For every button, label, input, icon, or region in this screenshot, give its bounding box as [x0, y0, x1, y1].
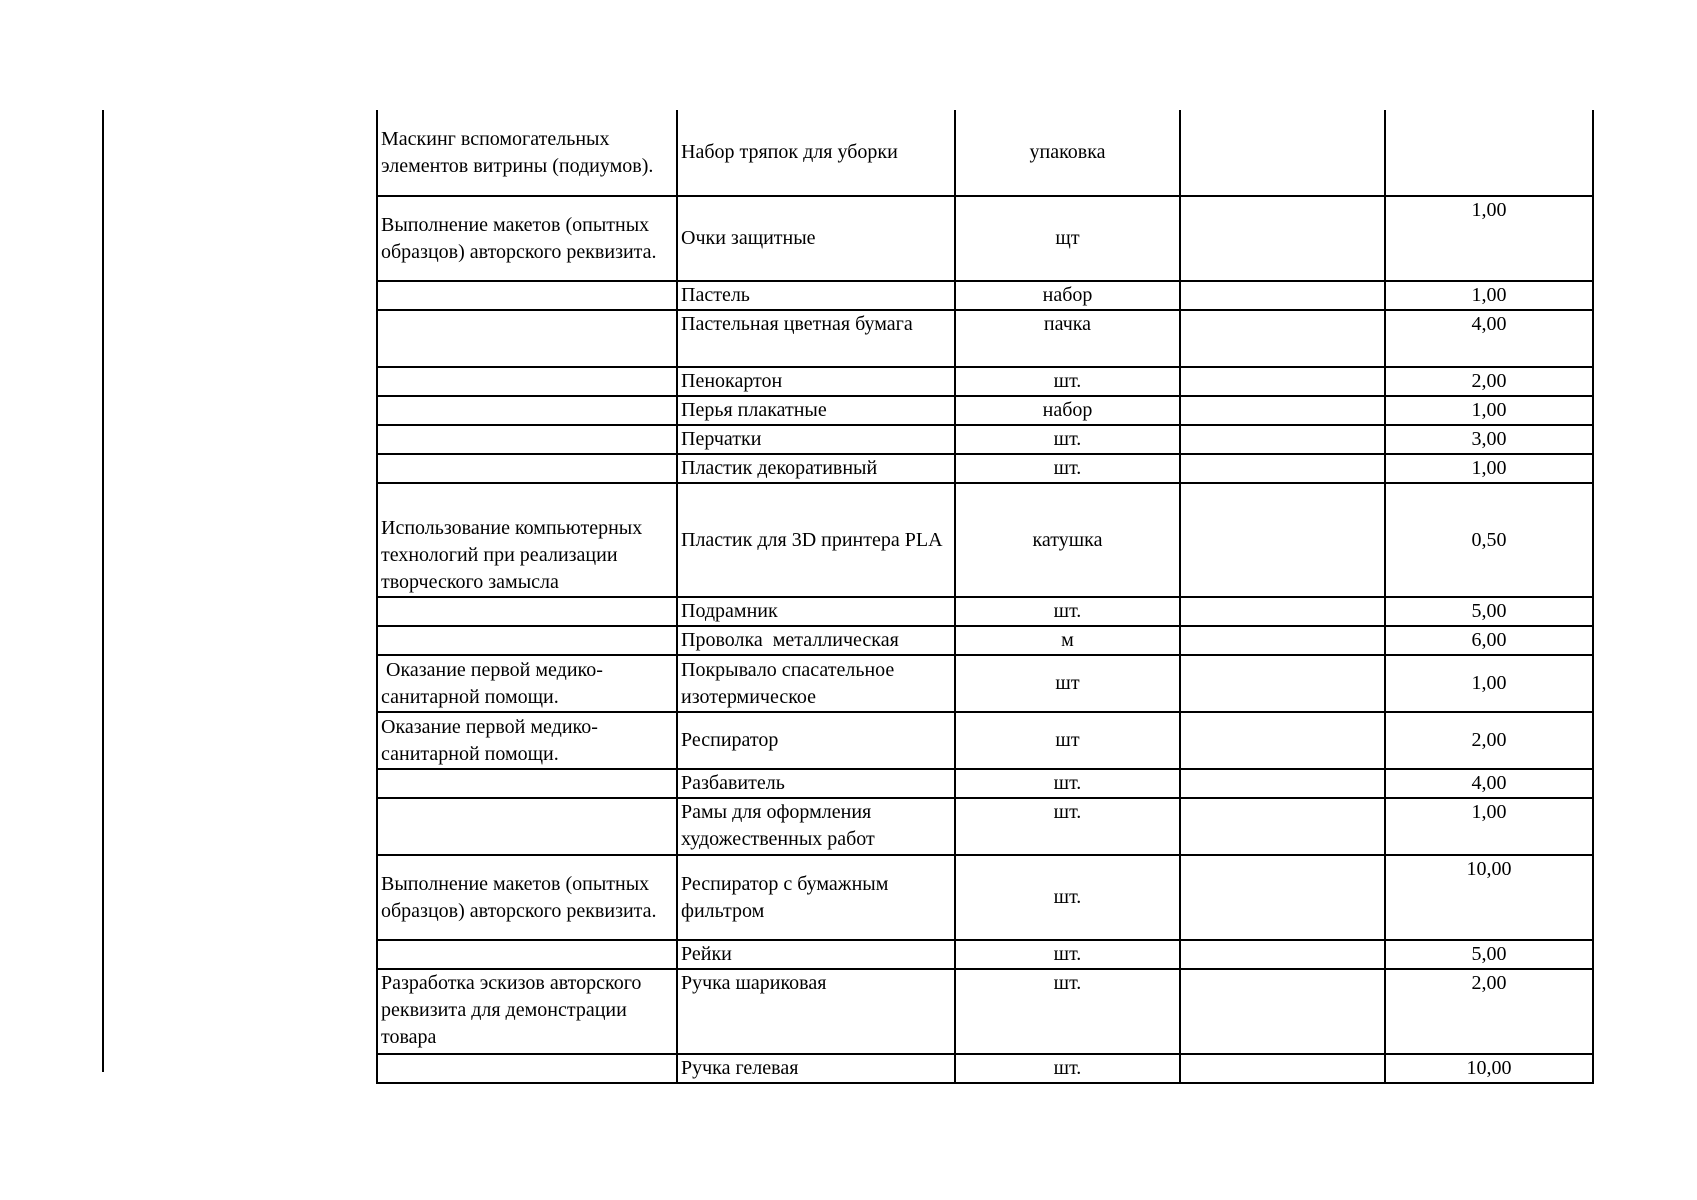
item-name-cell: Проволка металлическая	[677, 626, 955, 655]
activity-cell	[377, 367, 677, 396]
quantity-cell: 4,00	[1385, 769, 1593, 798]
quantity-cell: 4,00	[1385, 310, 1593, 367]
table-row	[377, 798, 1593, 855]
empty-cell	[1180, 483, 1385, 597]
activity-cell: Оказание первой медико-санитарной помощи.	[377, 712, 677, 769]
empty-cell	[1180, 597, 1385, 626]
activity-cell: Маскинг вспомогательных элементов витрины (подиумов).	[377, 110, 677, 196]
table-row	[377, 655, 1593, 712]
empty-cell	[1180, 196, 1385, 281]
empty-cell	[1180, 454, 1385, 483]
unit-cell: пачка	[955, 310, 1180, 367]
unit-cell: набор	[955, 281, 1180, 310]
empty-cell	[1180, 798, 1385, 855]
item-name-cell: Перья плакатные	[677, 396, 955, 425]
empty-cell	[1180, 281, 1385, 310]
item-name-cell: Ручка шариковая	[677, 969, 955, 1054]
activity-cell	[377, 454, 677, 483]
table-row	[377, 281, 1593, 310]
quantity-cell: 1,00	[1385, 281, 1593, 310]
item-name-cell: Пластик для 3D принтера PLA	[677, 483, 955, 597]
empty-cell	[1180, 110, 1385, 196]
item-name-cell: Пастельная цветная бумага	[677, 310, 955, 367]
activity-cell	[377, 769, 677, 798]
unit-cell: набор	[955, 396, 1180, 425]
table-row	[377, 1054, 1593, 1083]
unit-cell: шт.	[955, 425, 1180, 454]
quantity-cell: 3,00	[1385, 425, 1593, 454]
unit-cell: упаковка	[955, 110, 1180, 196]
activity-cell	[377, 626, 677, 655]
table-row	[377, 969, 1593, 1054]
unit-cell: шт.	[955, 855, 1180, 940]
activity-cell: Разработка эскизов авторского реквизита для демонстрации товара	[377, 969, 677, 1054]
table-row	[377, 712, 1593, 769]
empty-cell	[1180, 969, 1385, 1054]
item-name-cell: Перчатки	[677, 425, 955, 454]
activity-cell	[377, 597, 677, 626]
empty-cell	[1180, 310, 1385, 367]
table-row	[377, 855, 1593, 940]
table-row	[377, 367, 1593, 396]
unit-cell: м	[955, 626, 1180, 655]
unit-cell: шт.	[955, 454, 1180, 483]
empty-cell	[1180, 940, 1385, 969]
unit-cell: шт.	[955, 1054, 1180, 1083]
table-row	[377, 769, 1593, 798]
activity-cell	[377, 1054, 677, 1083]
activity-cell	[377, 310, 677, 367]
quantity-cell: 6,00	[1385, 626, 1593, 655]
quantity-cell: 1,00	[1385, 196, 1593, 281]
empty-cell	[1180, 396, 1385, 425]
quantity-cell: 0,50	[1385, 483, 1593, 597]
empty-cell	[1180, 626, 1385, 655]
table-row	[377, 454, 1593, 483]
empty-cell	[1180, 655, 1385, 712]
quantity-cell: 2,00	[1385, 969, 1593, 1054]
activity-cell	[377, 396, 677, 425]
activity-cell	[377, 940, 677, 969]
empty-cell	[1180, 712, 1385, 769]
empty-cell	[1180, 1054, 1385, 1083]
unit-cell: шт.	[955, 769, 1180, 798]
empty-cell	[1180, 769, 1385, 798]
quantity-cell	[1385, 110, 1593, 196]
item-name-cell: Набор тряпок для уборки	[677, 110, 955, 196]
quantity-cell: 1,00	[1385, 454, 1593, 483]
table-row	[377, 425, 1593, 454]
unit-cell: щт	[955, 196, 1180, 281]
activity-cell: Выполнение макетов (опытных образцов) авторского реквизита.	[377, 855, 677, 940]
table-row	[377, 626, 1593, 655]
activity-cell	[377, 425, 677, 454]
quantity-cell: 2,00	[1385, 712, 1593, 769]
quantity-cell: 1,00	[1385, 798, 1593, 855]
unit-cell: шт.	[955, 367, 1180, 396]
item-name-cell: Разбавитель	[677, 769, 955, 798]
table-row	[377, 310, 1593, 367]
item-name-cell: Ручка гелевая	[677, 1054, 955, 1083]
quantity-cell: 10,00	[1385, 855, 1593, 940]
table-row	[377, 483, 1593, 597]
unit-cell: шт.	[955, 798, 1180, 855]
unit-cell: шт	[955, 655, 1180, 712]
activity-cell	[377, 281, 677, 310]
quantity-cell: 10,00	[1385, 1054, 1593, 1083]
empty-cell	[1180, 855, 1385, 940]
empty-cell	[1180, 425, 1385, 454]
item-name-cell: Подрамник	[677, 597, 955, 626]
table-row	[377, 196, 1593, 281]
item-name-cell: Покрывало спасательное изотермическое	[677, 655, 955, 712]
page-margin-line	[102, 110, 104, 1072]
empty-cell	[1180, 367, 1385, 396]
item-name-cell: Пластик декоративный	[677, 454, 955, 483]
activity-cell: Оказание первой медико-санитарной помощи.	[377, 655, 677, 712]
item-name-cell: Рейки	[677, 940, 955, 969]
table-row	[377, 597, 1593, 626]
unit-cell: шт.	[955, 940, 1180, 969]
item-name-cell: Пенокартон	[677, 367, 955, 396]
table-row	[377, 396, 1593, 425]
unit-cell: катушка	[955, 483, 1180, 597]
item-name-cell: Респиратор с бумажным фильтром	[677, 855, 955, 940]
materials-table	[376, 110, 1594, 1084]
unit-cell: шт.	[955, 969, 1180, 1054]
item-name-cell: Рамы для оформления художественных работ	[677, 798, 955, 855]
quantity-cell: 1,00	[1385, 396, 1593, 425]
activity-cell: Выполнение макетов (опытных образцов) авторского реквизита.	[377, 196, 677, 281]
unit-cell: шт.	[955, 597, 1180, 626]
quantity-cell: 1,00	[1385, 655, 1593, 712]
table-row	[377, 110, 1593, 196]
item-name-cell: Пастель	[677, 281, 955, 310]
quantity-cell: 2,00	[1385, 367, 1593, 396]
item-name-cell: Респиратор	[677, 712, 955, 769]
quantity-cell: 5,00	[1385, 940, 1593, 969]
activity-cell: Использование компьютерных технологий при реализации творческого замысла	[377, 483, 677, 597]
activity-cell	[377, 798, 677, 855]
quantity-cell: 5,00	[1385, 597, 1593, 626]
item-name-cell: Очки защитные	[677, 196, 955, 281]
table-row	[377, 940, 1593, 969]
unit-cell: шт	[955, 712, 1180, 769]
